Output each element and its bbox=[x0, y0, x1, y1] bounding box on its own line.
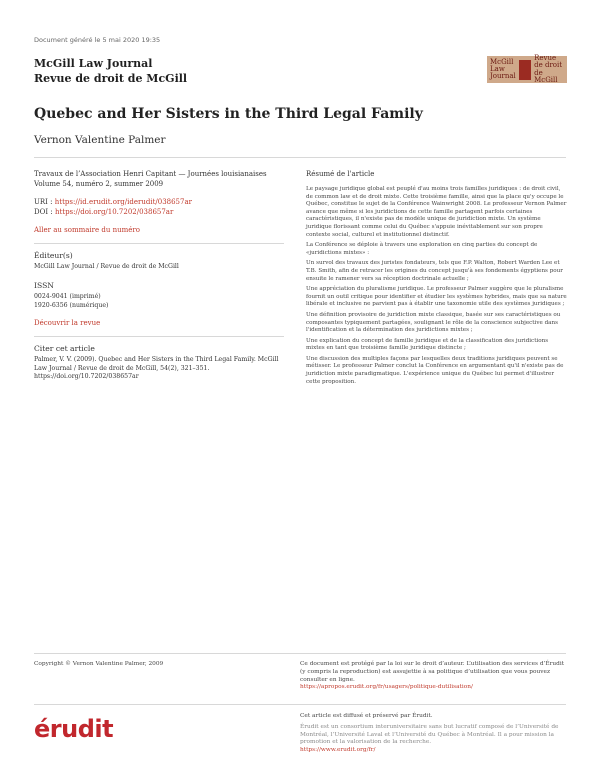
journal-name-fr: Revue de droit de McGill bbox=[34, 72, 188, 85]
uri-label: URI : bbox=[34, 198, 55, 206]
abstract-paragraph: Une explication du concept de famille juridique et de la classification des juridictions mixtes en tant que troisième famille juridique distincte ; bbox=[306, 337, 549, 352]
uri-line bbox=[34, 198, 284, 208]
cite-label: Citer cet article bbox=[34, 343, 95, 353]
erudit-link[interactable]: https://www.erudit.org/fr/ bbox=[300, 747, 376, 754]
issn-section bbox=[34, 281, 284, 311]
footer-divider bbox=[34, 653, 566, 654]
erudit-logo: érudit bbox=[34, 715, 114, 743]
article-title: Quebec and Her Sisters in the Third Legal Family bbox=[34, 106, 423, 122]
uri-link[interactable]: https://id.erudit.org/iderudit/038657ar bbox=[54, 198, 192, 206]
cite-text: Palmer, V. V. (2009). Quebec and Her Sisters in the Third Legal Family. McGill Law Journal / Revue de droit de McGill, 54(2), 321–351. https://doi.org/10.7202/038657ar bbox=[34, 356, 279, 380]
crest-icon bbox=[519, 60, 531, 80]
issue-title: Travaux de l’Association Henri Capitant — Journées louisianaises bbox=[34, 170, 267, 178]
generation-date: Document généré le 5 mai 2020 19:35 bbox=[34, 36, 161, 44]
protection-notice bbox=[300, 661, 566, 692]
copyright: Copyright © Vernon Valentine Palmer, 2009 bbox=[34, 661, 164, 667]
erudit-notice bbox=[300, 713, 566, 755]
logo-text-left: McGill Law Journal bbox=[490, 57, 516, 81]
editors-section bbox=[34, 243, 284, 272]
editors-label: Éditeur(s) bbox=[34, 250, 73, 260]
abstract-body bbox=[306, 186, 568, 389]
logo-text-right: Revue de droit de McGill bbox=[534, 54, 563, 84]
issue-volume: Volume 54, numéro 2, summer 2009 bbox=[34, 179, 164, 188]
editors-value: McGill Law Journal / Revue de droit de McGill bbox=[34, 263, 179, 270]
footer-divider bbox=[34, 704, 566, 705]
doi-link[interactable]: https://doi.org/10.7202/038657ar bbox=[54, 207, 174, 216]
abstract-paragraph: Une appréciation du pluralisme juridique. Le professeur Palmer suggère que le pluralisme fournit un outil critique pour identifier et étudier les systèmes hybrides, mais que sa nature libérale et inclusive ne parvient pas à établir une taxonomie utile des systèmes juridiques ; bbox=[306, 286, 567, 308]
abstract-paragraph: Un survol des travaux des juristes fondateurs, tels que F.P. Walton, Robert Warden Lee et T.B. Smith, afin de retracer les origines du concept jusqu'à ses fondements égyptiens pour ensuite le ramener vers sa réception doctrinale actuelle ; bbox=[306, 260, 563, 282]
issn-digital: 1920-6356 (numérique) bbox=[34, 301, 109, 309]
abstract-paragraph: Une définition provisoire de juridiction mixte classique, basée sur ses caractéristiques ou composantes typiquement partagées, soulignant le rôle de la conscience subjective dans l'identification et la détermination des juridictions mixtes ; bbox=[306, 311, 561, 334]
abstract-paragraph: Une discussion des multiples façons par lesquelles deux traditions juridiques peuvent se métisser. Le professeur Palmer conclut la Conférence en argumentant qu'il n'existe pas de juridiction mixte paradigmatique. L'expérience unique du Québec lui permet d'illustrer cette proposition. bbox=[306, 355, 564, 385]
metadata-column bbox=[34, 170, 284, 382]
divider bbox=[34, 157, 566, 158]
abstract-heading: Résumé de l'article bbox=[306, 170, 375, 178]
cite-section bbox=[34, 336, 284, 382]
journal-name-en: McGill Law Journal bbox=[34, 57, 153, 70]
abstract-paragraph: Le paysage juridique global est peuplé d'au moins trois familles juridiques : de droit civil, de common law et de droit mixte. Cette troisième famille, ainsi que la place qu'y occupe le Québec, constitue le sujet de la Conférence Wainwright 2008. Le professeur Vernon Palmer avance que même si les juridictions de cette famille partagent parfois certaines caractéristiques, il n'existe pas de modèle unique de juridiction mixte. Un système juridique florissant comme celui du Québec s'appuie inévitablement sur son propre contexte social, culturel et institutionnel distinctif. bbox=[306, 186, 567, 238]
abstract-paragraph: La Conférence se déploie à travers une exploration en cinq parties du concept de «juridictions mixtes» : bbox=[306, 242, 538, 256]
consortium-text: Érudit est un consortium interuniversitaire sans but lucratif composé de l’Université de Montréal, l’Université Laval et l’Université du Québec à Montréal. Il a pour mission la promotion et la valorisation de la recherche. bbox=[300, 723, 559, 746]
doi-label: DOI : bbox=[34, 207, 55, 216]
doi-line bbox=[34, 208, 284, 218]
discover-link[interactable]: Découvrir la revue bbox=[34, 319, 101, 327]
diffusion-text: Cet article est diffusé et préservé par Érudit. bbox=[300, 713, 433, 719]
issn-label: ISSN bbox=[34, 280, 54, 290]
issn-print: 0024-9041 (imprimé) bbox=[34, 293, 101, 300]
summary-link[interactable]: Aller au sommaire du numéro bbox=[34, 226, 140, 234]
article-author: Vernon Valentine Palmer bbox=[34, 134, 166, 146]
journal-logo bbox=[487, 56, 567, 83]
policy-link[interactable]: https://apropos.erudit.org/fr/usagers/politique-dutilisation/ bbox=[300, 684, 473, 691]
protection-text: Ce document est protégé par la loi sur le droit d’auteur. L’utilisation des services d’Érudit (y compris la reproduction) est assujettie à sa politique d’utilisation que vous pouvez consulter en ligne. bbox=[300, 661, 565, 683]
